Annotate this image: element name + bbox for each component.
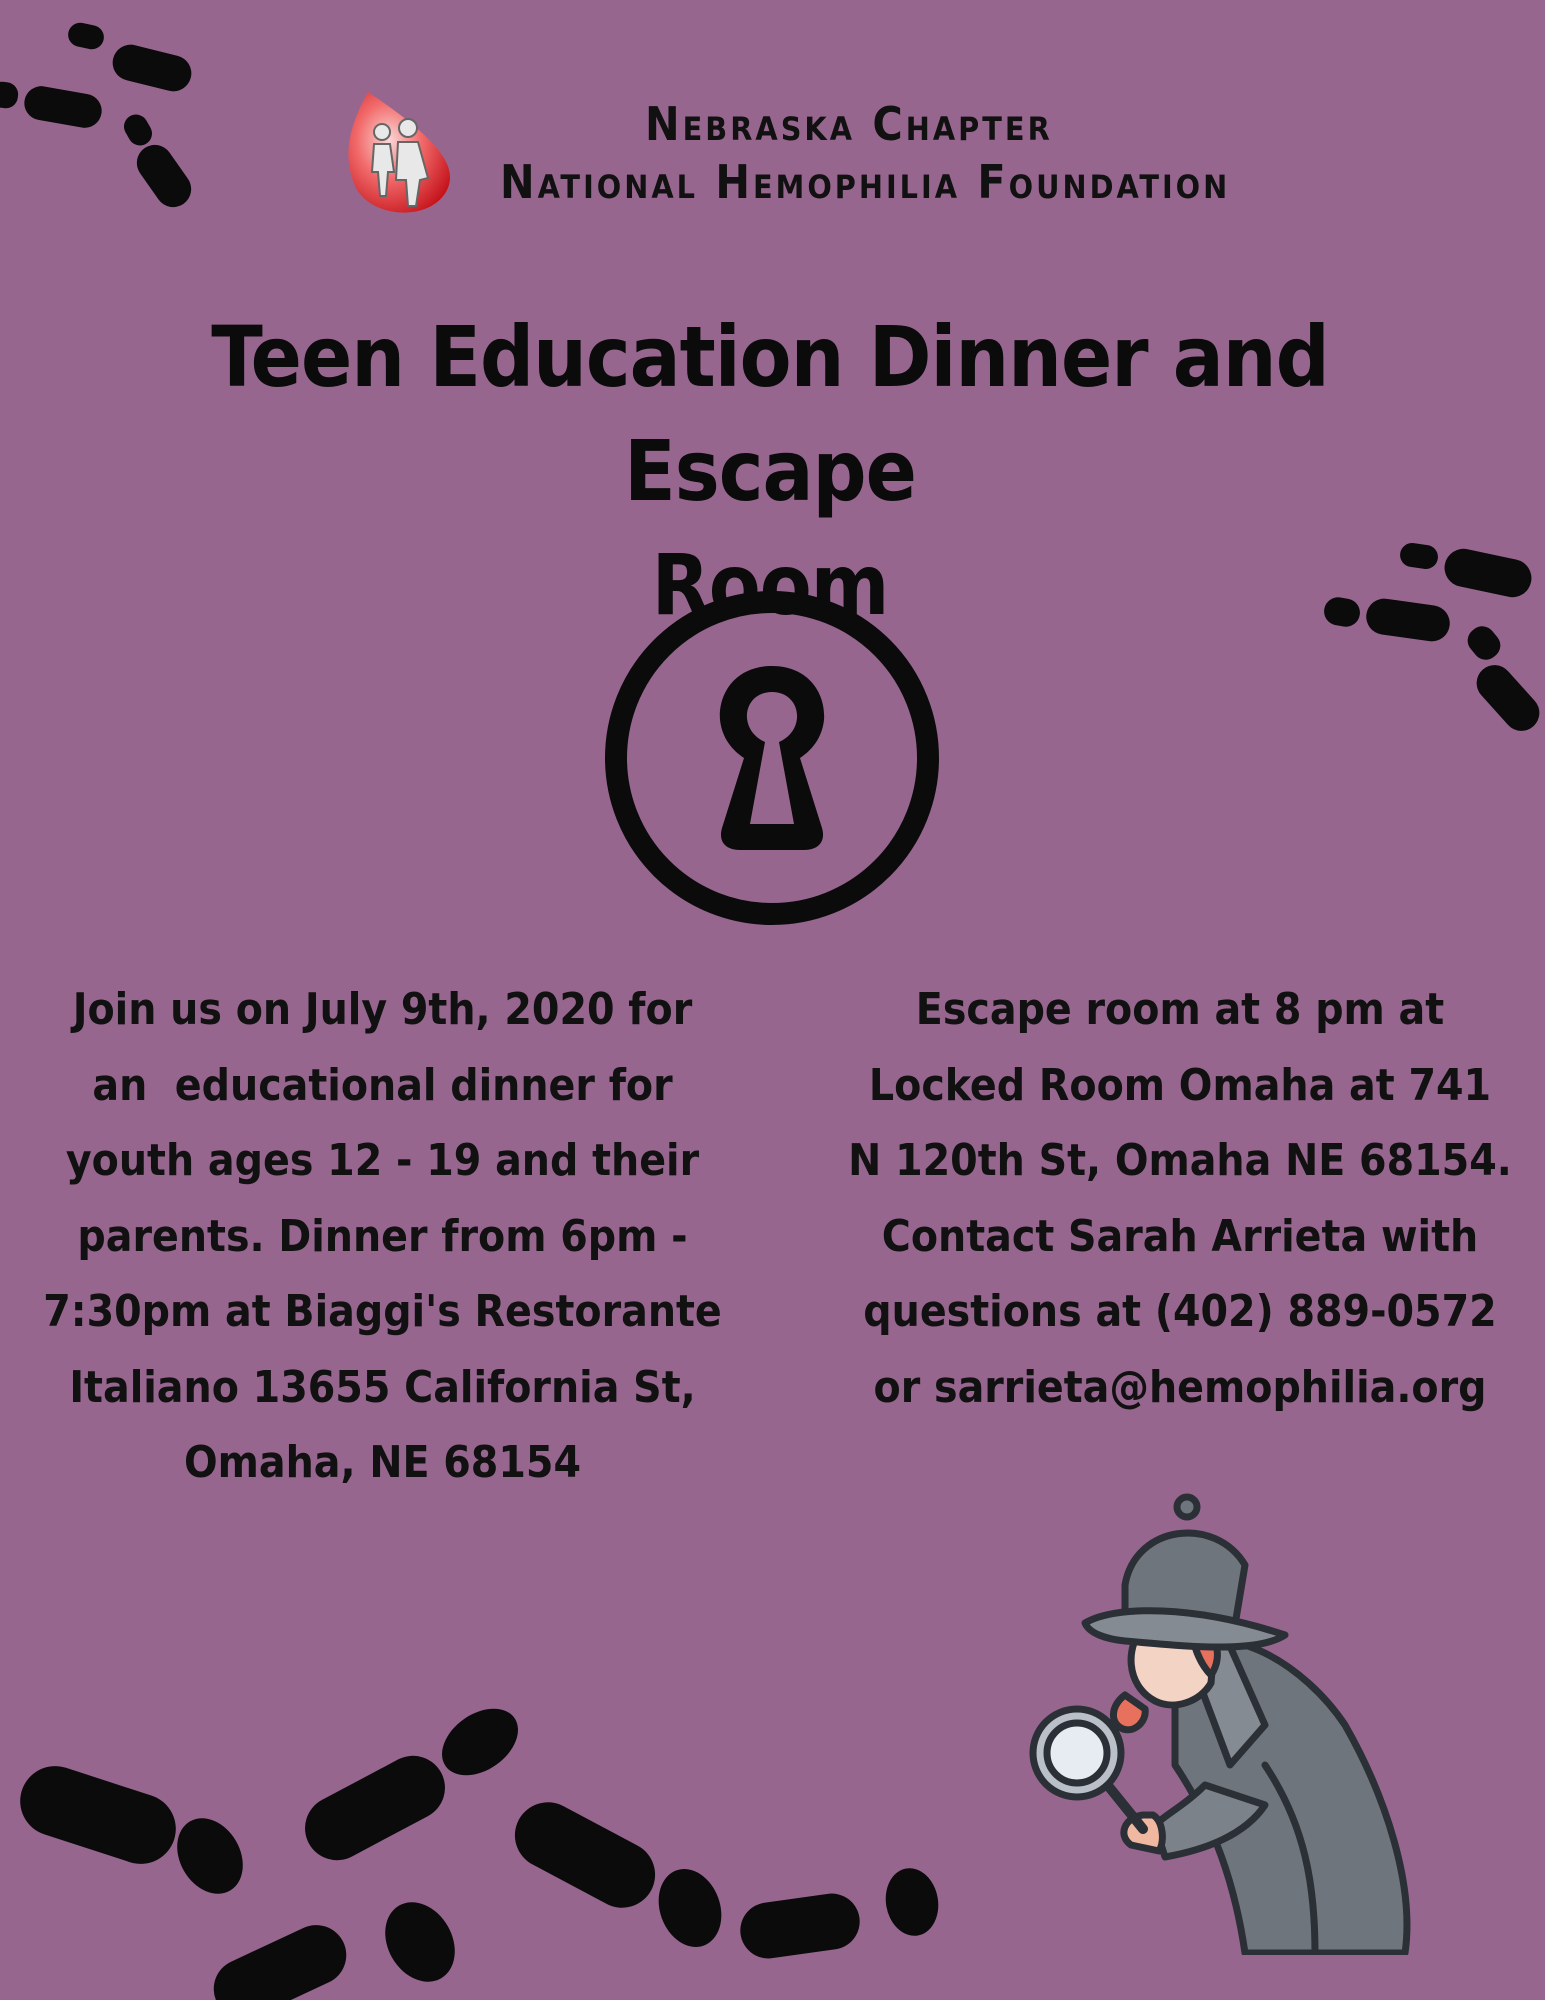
dinner-line-2: an educational dinner for [92, 1059, 673, 1111]
organization-header [500, 95, 1240, 211]
footprints-bottom-left-icon [0, 1690, 960, 2000]
dinner-line-5: 7:30pm at Biaggi's Restorante [43, 1286, 722, 1337]
blood-drop-people-logo [338, 88, 458, 220]
title-line-1: Teen Education Dinner and Escape [211, 308, 1329, 520]
escape-line-5: questions at (402) 889-0572 [863, 1286, 1497, 1337]
dinner-line-6: Italiano 13655 California St, [69, 1361, 696, 1413]
escape-line-1: Escape room at 8 pm at [915, 984, 1445, 1035]
dinner-line-7: Omaha, NE 68154 [184, 1437, 581, 1488]
dinner-details [40, 972, 725, 1501]
dinner-line-1: Join us on July 9th, 2020 for [72, 984, 693, 1035]
keyhole-icon [602, 588, 942, 928]
dinner-line-4: parents. Dinner from 6pm - [77, 1210, 688, 1262]
chapter-name: Nebraska Chapter [645, 97, 1053, 151]
escape-line-3: N 120th St, Omaha NE 68154. [848, 1135, 1512, 1186]
dinner-line-3: youth ages 12 - 19 and their [65, 1135, 700, 1186]
detective-illustration [1015, 1465, 1435, 1955]
escape-room-details [830, 972, 1530, 1425]
escape-line-6: or sarrieta@hemophilia.org [873, 1361, 1487, 1413]
escape-line-4: Contact Sarah Arrieta with [881, 1210, 1479, 1262]
footprints-right-icon [1320, 540, 1545, 740]
footprints-top-left-icon [0, 20, 220, 220]
escape-line-2: Locked Room Omaha at 741 [868, 1059, 1492, 1111]
title-line-2: Room [651, 536, 889, 634]
foundation-name: National Hemophilia Foundation [500, 155, 1231, 209]
